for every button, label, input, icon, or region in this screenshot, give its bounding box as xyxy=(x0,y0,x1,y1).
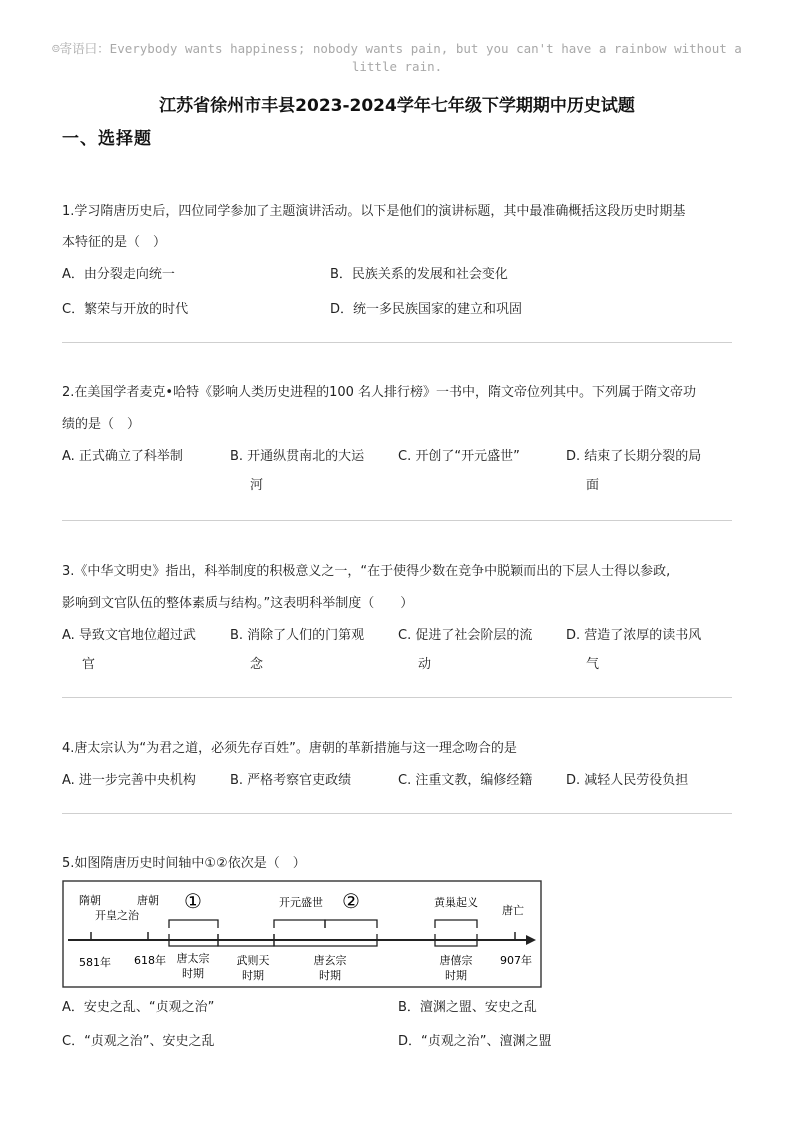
label-tang: 唐朝 xyxy=(137,894,159,907)
question-5-option-b[interactable]: B．澶渊之盟、安史之乱 xyxy=(398,1000,537,1015)
question-3-stem-line2: 影响到文官队伍的整体素质与结构。”这表明科举制度（ ） xyxy=(62,596,414,611)
question-3-option-d-text: D. 营造了浓厚的读书风 xyxy=(566,628,702,643)
question-5-option-a[interactable]: A．安史之乱、“贞观之治” xyxy=(62,1000,215,1015)
divider xyxy=(62,813,732,814)
label-wuzetian-2: 时期 xyxy=(242,969,264,982)
question-2-option-c[interactable] xyxy=(398,442,520,471)
question-3-option-a-text: A. 导致文官地位超过武 xyxy=(62,628,196,643)
question-2-option-b-cont: 河 xyxy=(250,478,264,493)
question-3-option-c-cont: 动 xyxy=(418,657,432,672)
divider xyxy=(62,697,732,698)
header-quote xyxy=(0,40,794,76)
label-618: 618年 xyxy=(134,954,166,967)
question-3-option-b[interactable] xyxy=(230,621,364,679)
question-1-stem-line2: 本特征的是（ ） xyxy=(62,235,167,250)
divider xyxy=(62,342,732,343)
question-1-option-b[interactable]: B．民族关系的发展和社会变化 xyxy=(330,267,508,282)
label-taizong-2: 时期 xyxy=(182,967,204,980)
label-circle1: ① xyxy=(184,889,202,913)
question-2-stem-line1: 2.在美国学者麦克•哈特《影响人类历史进程的100 名人排行榜》一书中，隋文帝位列其中。下列属于隋文帝功 xyxy=(62,385,697,400)
question-4-option-b[interactable]: B. 严格考察官吏政绩 xyxy=(230,773,352,788)
question-5-option-d[interactable]: D．“贞观之治”、澶渊之盟 xyxy=(398,1034,552,1049)
question-1-option-d[interactable]: D．统一多民族国家的建立和巩固 xyxy=(330,302,523,317)
question-2-option-a[interactable] xyxy=(62,442,183,471)
label-wuzetian-1: 武则天 xyxy=(236,954,270,967)
section-heading: 一、选择题 xyxy=(62,129,152,149)
page-title: 江苏省徐州市丰县2023-2024学年七年级下学期期中历史试题 xyxy=(159,96,635,116)
question-2-option-b-text: B. 开通纵贯南北的大运 xyxy=(230,449,365,464)
question-2-option-d-cont: 面 xyxy=(586,478,600,493)
header-quote-line2: little rain. xyxy=(351,59,443,74)
question-3-stem-line1: 3.《中华文明史》指出，科举制度的积极意义之一，“在于使得少数在竞争中脱颖而出的下层人士得以参政, xyxy=(62,564,671,579)
question-3-option-b-cont: 念 xyxy=(250,657,264,672)
label-kaihuang: 开皇之治 xyxy=(95,909,139,922)
label-xizong-2: 时期 xyxy=(445,969,467,982)
question-2-stem-line2: 绩的是（ ） xyxy=(62,417,141,432)
label-tangwang: 唐亡 xyxy=(502,904,524,917)
timeline-figure xyxy=(62,880,542,988)
question-1-option-a[interactable]: A．由分裂走向统一 xyxy=(62,267,175,282)
question-2-option-c-text: C. 开创了“开元盛世” xyxy=(398,449,520,464)
header-quote-line1: ☺寄语曰：Everybody wants happiness; nobody wants pain, but you can't have a rainbow without a xyxy=(52,41,742,56)
label-907: 907年 xyxy=(500,954,532,967)
question-2-option-d-text: D. 结束了长期分裂的局 xyxy=(566,449,702,464)
question-5-stem-line1: 5.如图隋唐历史时间轴中①②依次是（ ） xyxy=(62,856,306,871)
question-3-option-d-cont: 气 xyxy=(586,657,600,672)
label-xuanzong-1: 唐玄宗 xyxy=(313,954,347,967)
label-taizong-1: 唐太宗 xyxy=(176,952,210,965)
label-kaiyuan: 开元盛世 xyxy=(279,896,323,909)
question-2-option-b[interactable] xyxy=(230,442,364,500)
question-2-option-a-text: A. 正式确立了科举制 xyxy=(62,449,183,464)
question-4-option-d[interactable]: D. 减轻人民劳役负担 xyxy=(566,773,689,788)
label-xuanzong-2: 时期 xyxy=(319,969,341,982)
label-581: 581年 xyxy=(79,956,111,969)
question-3-option-a[interactable] xyxy=(62,621,196,679)
question-3-option-b-text: B. 消除了人们的门第观 xyxy=(230,628,365,643)
question-3-option-d[interactable] xyxy=(566,621,701,679)
label-xizong-1: 唐僖宗 xyxy=(439,954,473,967)
question-2-option-d[interactable] xyxy=(566,442,701,500)
divider xyxy=(62,520,732,521)
question-1-option-c[interactable]: C．繁荣与开放的时代 xyxy=(62,302,189,317)
question-3-option-c-text: C. 促进了社会阶层的流 xyxy=(398,628,533,643)
question-3-option-c[interactable] xyxy=(398,621,532,679)
question-4-stem-line1: 4.唐太宗认为“为君之道，必须先存百姓”。唐朝的革新措施与这一理念吻合的是 xyxy=(62,741,517,756)
question-1-stem-line1: 1.学习隋唐历史后，四位同学参加了主题演讲活动。以下是他们的演讲标题，其中最准确概括这段历史时期基 xyxy=(62,204,686,219)
label-sui: 隋朝 xyxy=(79,894,101,907)
question-5-option-c[interactable]: C．“贞观之治”、安史之乱 xyxy=(62,1034,215,1049)
question-3-option-a-cont: 官 xyxy=(82,657,96,672)
question-4-option-c[interactable]: C. 注重文教，编修经籍 xyxy=(398,773,533,788)
label-huangchao: 黄巢起义 xyxy=(434,896,478,909)
question-4-option-a[interactable]: A. 进一步完善中央机构 xyxy=(62,773,196,788)
label-circle2: ② xyxy=(342,889,360,913)
